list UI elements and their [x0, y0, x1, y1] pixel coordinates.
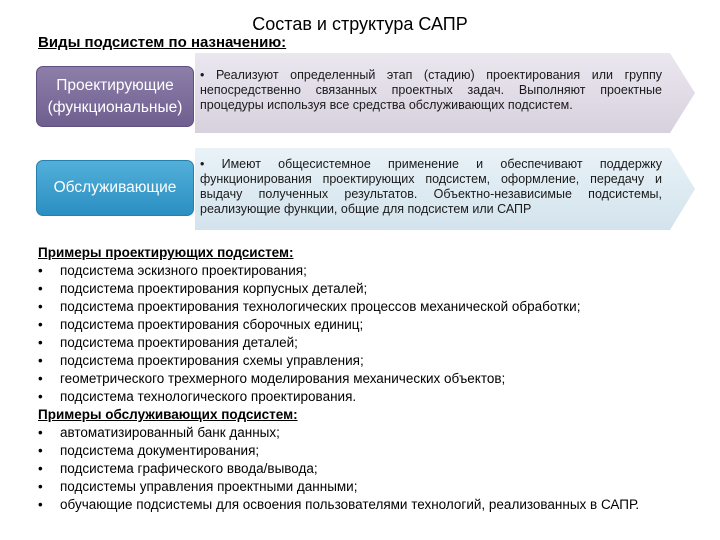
list-item: [38, 262, 708, 280]
list-item-text: подсистемы управления проектными данными;: [60, 479, 358, 494]
service-subsystem-label: Обслуживающие: [53, 179, 177, 196]
list-item: [38, 298, 708, 316]
list-item: [38, 460, 708, 478]
list-item-text: подсистема проектирования схемы управления;: [60, 353, 364, 368]
design-subsystem-label: Проектирующие (функциональные): [47, 76, 183, 116]
list-item-text: подсистема проектирования технологических процессов механической обработки;: [60, 299, 581, 314]
design-examples-heading: Примеры проектирующих подсистем:: [38, 245, 294, 260]
list-item: [38, 280, 708, 298]
bullet: •: [38, 425, 43, 440]
list-item: [38, 478, 708, 496]
bullet: •: [38, 479, 43, 494]
design-description: • Реализуют определенный этап (стадию) проектирования или группу непосредственно связанных проектных задач. Выполняют проектные процедуры используя все средства обслуживающих подсистем.: [200, 68, 662, 112]
design-subsystem-box: [36, 66, 194, 127]
bullet: •: [38, 443, 43, 458]
slide-title: Состав и структура САПР: [252, 14, 468, 34]
list-item: [38, 442, 708, 460]
bullet: •: [38, 335, 43, 350]
bullet: •: [38, 389, 43, 404]
bullet: •: [38, 461, 43, 476]
list-item: [38, 334, 708, 352]
list-item: [38, 424, 708, 442]
service-examples-list: [38, 424, 708, 514]
list-item-text: подсистема проектирования корпусных деталей;: [60, 281, 368, 296]
examples-section: [38, 244, 708, 514]
list-item-text: подсистема технологического проектирования.: [60, 389, 357, 404]
service-subsystem-box: [36, 160, 194, 216]
list-item: [38, 352, 708, 370]
list-item-text: обучающие подсистемы для освоения пользователями технологий, реализованных в САПР.: [60, 497, 640, 512]
bullet: •: [38, 281, 43, 296]
list-item-text: подсистема проектирования деталей;: [60, 335, 298, 350]
bullet: •: [38, 371, 43, 386]
service-examples-heading: Примеры обслуживающих подсистем:: [38, 407, 298, 422]
list-item-text: подсистема проектирования сборочных единиц;: [60, 317, 364, 332]
bullet: •: [38, 497, 43, 512]
list-item: [38, 496, 708, 514]
subtitle: Виды подсистем по назначению:: [38, 34, 287, 51]
design-examples-list: [38, 262, 708, 406]
list-item-text: подсистема графического ввода/вывода;: [60, 461, 318, 476]
list-item-text: геометрического трехмерного моделирования механических объектов;: [60, 371, 506, 386]
list-item-text: подсистема эскизного проектирования;: [60, 263, 307, 278]
list-item: [38, 388, 708, 406]
bullet: •: [38, 299, 43, 314]
list-item-text: подсистема документирования;: [60, 443, 260, 458]
bullet: •: [38, 353, 43, 368]
list-item-text: автоматизированный банк данных;: [60, 425, 280, 440]
list-item: [38, 316, 708, 334]
bullet: •: [38, 317, 43, 332]
list-item: [38, 370, 708, 388]
service-description: • Имеют общесистемное применение и обеспечивают поддержку функционирования проектирующих подсистем, оформление, передачу и выдачу полученных результатов. Объектно-независимые подсистемы, реализующие функции, общие для подсистем или САПР: [200, 157, 662, 216]
bullet: •: [38, 263, 43, 278]
